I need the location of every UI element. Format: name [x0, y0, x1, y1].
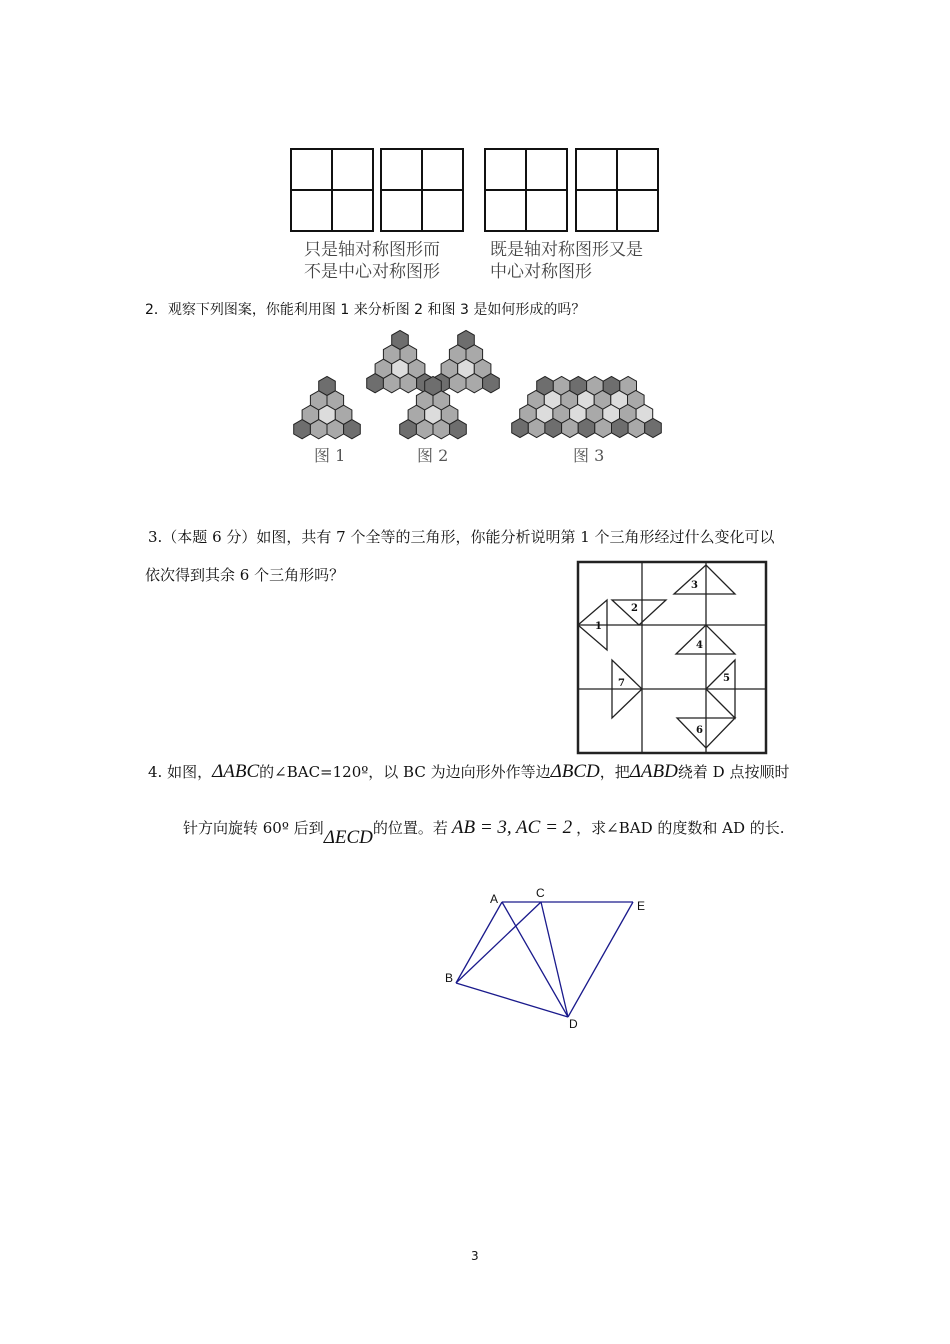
triangle-label-6: 6 [696, 725, 703, 736]
triangle-label-5: 5 [723, 673, 730, 684]
triangle-label-3: 3 [691, 580, 698, 591]
given-values: AB = 3, AC = 2 [451, 817, 573, 838]
q4-line2-b: 的位置。若 [372, 819, 448, 837]
segment-bc [456, 902, 541, 983]
triangle-ecd: ΔECD [323, 827, 373, 848]
triangle-label-2: 2 [631, 603, 638, 614]
triangle-abd: ΔABD [629, 761, 678, 782]
page-number: 3 [471, 1249, 479, 1263]
segment-ed [568, 902, 633, 1017]
point-e-label: E [637, 899, 646, 913]
point-a-label: A [490, 892, 499, 906]
caption-axis-and-center: 既是轴对称图形又是 中心对称图形 [490, 240, 643, 282]
fig-label-2: 图 2 [417, 446, 449, 465]
q4-line2-a: 针方向旋转 60º 后到 [183, 819, 324, 837]
q4-text-c: 绕着 D 点按顺时 [677, 763, 790, 781]
segment-ab [456, 902, 502, 983]
triangle-bcd: ΔBCD [550, 761, 600, 782]
q4-line2-c: ，求∠BAD 的度数和 AD 的长. [576, 819, 785, 837]
point-b-label: B [445, 971, 454, 985]
fig-label-1: 图 1 [314, 446, 346, 465]
point-c-label: C [536, 886, 545, 900]
q3-line-1: 3.（本题 6 分）如图，共有 7 个全等的三角形，你能分析说明第 1 个三角形经过什么变化可以 [148, 528, 775, 546]
caption-axis-only: 只是轴对称图形而 不是中心对称图形 [304, 240, 440, 282]
segment-cd [541, 902, 568, 1017]
triangle-label-4: 4 [696, 640, 703, 651]
fig-label-3: 图 3 [573, 446, 605, 465]
q2-text: 2．观察下列图案，你能利用图 1 来分析图 2 和图 3 是如何形成的吗？ [145, 302, 586, 318]
q4-text-a: 的∠BAC=120º，以 BC 为边向形外作等边 [259, 763, 551, 781]
triangle-abc: ΔABC [212, 761, 260, 782]
triangle-label-7: 7 [618, 678, 625, 689]
q3-line-2: 依次得到其余 6 个三角形吗？ [145, 566, 345, 584]
q4-prefix: 4. 如图， [148, 763, 213, 781]
point-d-label: D [569, 1017, 578, 1031]
triangle-label-1: 1 [595, 621, 602, 632]
q4-text-b: ，把 [599, 763, 630, 781]
